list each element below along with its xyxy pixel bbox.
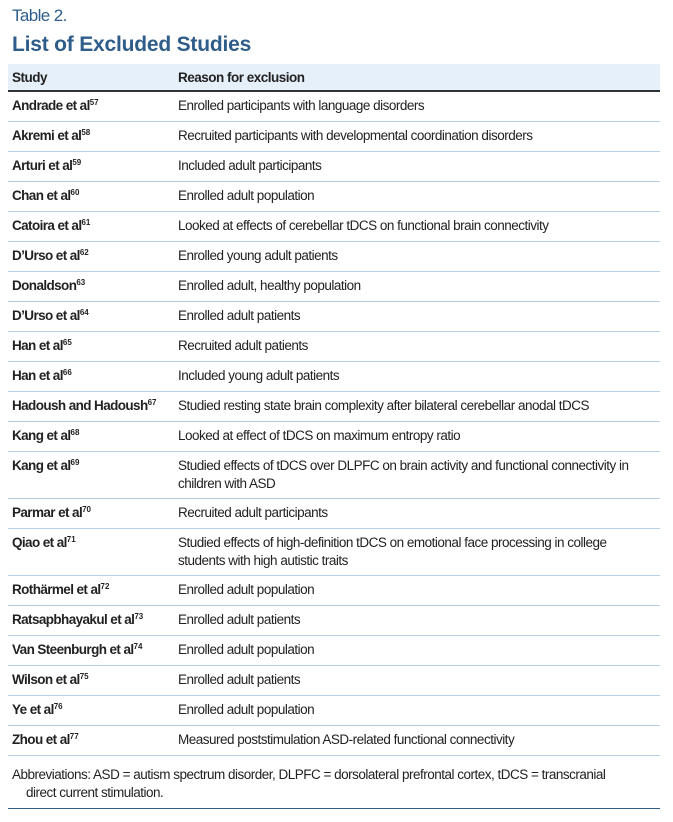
reference-number: 72	[100, 582, 110, 591]
table-row	[8, 362, 660, 392]
reason-cell: Enrolled adult population	[174, 576, 660, 606]
study-cell	[8, 272, 174, 302]
study-name: Andrade et al	[12, 98, 90, 113]
reference-number: 65	[62, 338, 72, 347]
reason-cell: Included young adult patients	[174, 362, 660, 392]
reason-cell: Enrolled young adult patients	[174, 242, 660, 272]
study-name: Arturi et al	[12, 158, 73, 173]
study-cell	[8, 392, 174, 422]
study-name: Kang et al	[12, 428, 71, 443]
reference-number: 75	[79, 672, 89, 681]
study-cell	[8, 242, 174, 272]
reason-cell: Measured poststimulation ASD-related functional connectivity	[174, 726, 660, 756]
reason-cell: Enrolled adult patients	[174, 666, 660, 696]
reference-number: 63	[76, 278, 86, 287]
study-name: Van Steenburgh et al	[12, 642, 134, 657]
study-name: Han et al	[12, 368, 63, 383]
table-row	[8, 242, 660, 272]
reference-number: 60	[70, 188, 80, 197]
study-cell	[8, 122, 174, 152]
study-name: Parmar et al	[12, 505, 83, 520]
study-cell	[8, 696, 174, 726]
study-name: Ratsapbhayakul et al	[12, 612, 135, 627]
reason-cell: Enrolled adult population	[174, 696, 660, 726]
table-header-row	[8, 64, 660, 91]
reference-number: 71	[66, 535, 76, 544]
study-name: D’Urso et al	[12, 308, 80, 323]
footnote-line: direct current stimulation.	[26, 785, 164, 800]
table-row	[8, 726, 660, 756]
table-caption: Table 2.	[12, 6, 67, 25]
table-row	[8, 91, 660, 122]
footnote-line: Abbreviations: ASD = autism spectrum disorder, DLPFC = dorsolateral prefrontal cortex, tDCS = transcranial	[12, 767, 606, 782]
reference-number: 67	[147, 398, 157, 407]
table-row	[8, 272, 660, 302]
reason-cell: Enrolled adult patients	[174, 606, 660, 636]
bottom-rule	[8, 808, 660, 809]
study-cell	[8, 422, 174, 452]
study-cell	[8, 452, 174, 499]
study-name: Donaldson	[12, 278, 77, 293]
study-name: Hadoush and Hadoush	[12, 398, 148, 413]
table-footnote	[8, 766, 660, 802]
study-name: Catoira et al	[12, 218, 82, 233]
study-name: Han et al	[12, 338, 63, 353]
study-cell	[8, 302, 174, 332]
table-row	[8, 666, 660, 696]
study-cell	[8, 606, 174, 636]
study-name: Ye et al	[12, 702, 54, 717]
reason-cell: Enrolled adult patients	[174, 302, 660, 332]
table-container	[8, 64, 660, 809]
study-name: Zhou et al	[12, 732, 70, 747]
reason-cell: Enrolled participants with language disorders	[174, 91, 660, 122]
study-cell	[8, 182, 174, 212]
study-name: Rothärmel et al	[12, 582, 101, 597]
reference-number: 77	[69, 732, 79, 741]
excluded-studies-table	[8, 64, 660, 756]
study-name: Qiao et al	[12, 535, 67, 550]
study-cell	[8, 332, 174, 362]
reason-cell: Looked at effect of tDCS on maximum entropy ratio	[174, 422, 660, 452]
table-row	[8, 152, 660, 182]
table-title: List of Excluded Studies	[12, 33, 252, 56]
study-cell	[8, 666, 174, 696]
reference-number: 57	[89, 98, 99, 107]
study-cell	[8, 576, 174, 606]
study-name: D’Urso et al	[12, 248, 80, 263]
reason-cell: Studied effects of high-definition tDCS on emotional face processing in college students with high autistic traits	[174, 529, 660, 576]
study-cell	[8, 529, 174, 576]
study-name: Wilson et al	[12, 672, 80, 687]
reference-number: 62	[79, 248, 89, 257]
table-row	[8, 529, 660, 576]
study-cell	[8, 91, 174, 122]
reason-cell: Studied effects of tDCS over DLPFC on brain activity and functional connectivity in children with ASD	[174, 452, 660, 499]
study-cell	[8, 726, 174, 756]
reason-cell: Enrolled adult population	[174, 636, 660, 666]
reason-cell: Recruited adult patients	[174, 332, 660, 362]
table-row	[8, 696, 660, 726]
study-cell	[8, 636, 174, 666]
study-name: Chan et al	[12, 188, 71, 203]
reference-number: 73	[134, 612, 144, 621]
reason-cell: Included adult participants	[174, 152, 660, 182]
reference-number: 64	[79, 308, 89, 317]
table-row	[8, 302, 660, 332]
column-header-reason: Reason for exclusion	[174, 64, 660, 91]
study-name: Akremi et al	[12, 128, 82, 143]
reference-number: 69	[70, 458, 80, 467]
study-cell	[8, 499, 174, 529]
column-header-study: Study	[8, 64, 174, 91]
reason-cell: Recruited participants with developmental coordination disorders	[174, 122, 660, 152]
reason-cell: Looked at effects of cerebellar tDCS on functional brain connectivity	[174, 212, 660, 242]
study-name: Kang et al	[12, 458, 71, 473]
reference-number: 68	[70, 428, 80, 437]
reason-cell: Studied resting state brain complexity after bilateral cerebellar anodal tDCS	[174, 392, 660, 422]
reference-number: 74	[133, 642, 143, 651]
table-row	[8, 576, 660, 606]
reason-cell: Enrolled adult population	[174, 182, 660, 212]
table-row	[8, 452, 660, 499]
study-cell	[8, 362, 174, 392]
reference-number: 76	[53, 702, 63, 711]
table-row	[8, 422, 660, 452]
table-row	[8, 122, 660, 152]
reference-number: 61	[81, 218, 91, 227]
table-row	[8, 212, 660, 242]
table-row	[8, 182, 660, 212]
study-cell	[8, 152, 174, 182]
reason-cell: Recruited adult participants	[174, 499, 660, 529]
reason-cell: Enrolled adult, healthy population	[174, 272, 660, 302]
study-cell	[8, 212, 174, 242]
reference-number: 66	[62, 368, 72, 377]
reference-number: 59	[72, 158, 82, 167]
reference-number: 58	[81, 128, 91, 137]
table-row	[8, 392, 660, 422]
table-row	[8, 606, 660, 636]
table-row	[8, 332, 660, 362]
table-row	[8, 636, 660, 666]
table-row	[8, 499, 660, 529]
reference-number: 70	[82, 505, 92, 514]
